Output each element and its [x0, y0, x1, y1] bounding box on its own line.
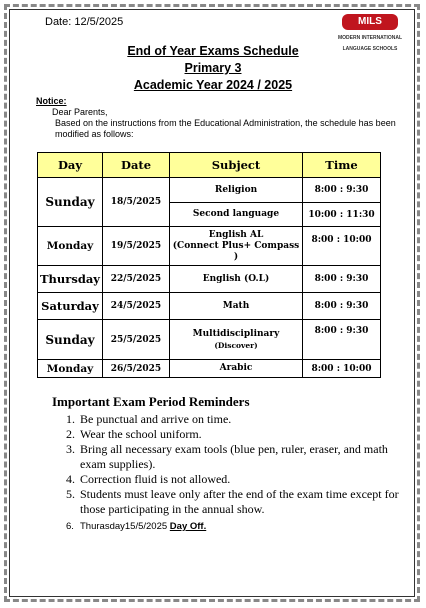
cell-date: 22/5/2025	[103, 266, 170, 293]
cell-subject: Second language	[170, 203, 303, 227]
table-row	[38, 227, 381, 266]
cell-time: 8:00 : 10:00	[303, 360, 381, 378]
table-row	[38, 320, 381, 360]
reminders-title: Important Exam Period Reminders	[52, 394, 250, 409]
doc-year: Academic Year 2024 / 2025	[133, 78, 293, 92]
table-row	[38, 293, 381, 320]
table-row	[38, 360, 381, 378]
cell-time: 10:00 : 11:30	[303, 203, 381, 227]
cell-date: 26/5/2025	[103, 360, 170, 378]
table-row	[38, 266, 381, 293]
doc-title: End of Year Exams Schedule	[127, 44, 299, 58]
dayoff-label: Day Off.	[169, 521, 207, 532]
exam-schedule-table	[37, 152, 381, 378]
cell-day: Sunday	[38, 178, 103, 227]
logo-text: MILS	[342, 14, 398, 30]
cell-subject: Math	[170, 293, 303, 320]
notice-body: Based on the instructions from the Educational Administration, the schedule has been modified as follows:	[55, 118, 396, 139]
doc-grade: Primary 3	[184, 61, 242, 75]
table-row	[38, 178, 381, 203]
cell-subject	[170, 320, 303, 360]
subject-detail: (Discover)	[214, 340, 258, 350]
cell-day: Monday	[38, 360, 103, 378]
cell-subject: Religion	[170, 178, 303, 203]
notice-label: Notice:	[36, 96, 67, 106]
cell-date: 19/5/2025	[103, 227, 170, 266]
cell-day: Thursday	[38, 266, 103, 293]
cell-time: 8:00 : 9:30	[303, 178, 381, 203]
cell-date: 25/5/2025	[103, 320, 170, 360]
cell-day: Saturday	[38, 293, 103, 320]
subject-detail: (Connect Plus+ Compass )	[172, 240, 300, 262]
list-item: 6. Thurasday15/5/2025 Day Off.	[66, 521, 207, 532]
header-time: Time	[303, 153, 381, 178]
reminders-list	[66, 412, 400, 534]
dayoff-date: Thurasday15/5/2025	[80, 521, 170, 532]
header-subject: Subject	[170, 153, 303, 178]
cell-time: 8:00 : 10:00	[303, 227, 381, 266]
cell-subject: Arabic	[170, 360, 303, 378]
cell-date: 24/5/2025	[103, 293, 170, 320]
school-logo	[336, 14, 404, 52]
header-day: Day	[38, 153, 103, 178]
table-header-row	[38, 153, 381, 178]
cell-day: Sunday	[38, 320, 103, 360]
cell-day: Monday	[38, 227, 103, 266]
logo-subtitle: MODERN INTERNATIONAL LANGUAGE SCHOOLS	[337, 35, 403, 52]
notice-greeting: Dear Parents,	[52, 107, 108, 117]
cell-time: 8:00 : 9:30	[303, 266, 381, 293]
cell-time: 8:00 : 9:30	[303, 320, 381, 360]
subject-line: Multidisciplinary	[192, 328, 280, 339]
header-date: Date	[103, 153, 170, 178]
list-item: 4. Correction fluid is not allowed.	[66, 472, 231, 486]
list-item: 1. Be punctual and arrive on time.	[66, 412, 232, 426]
document-date: Date: 12/5/2025	[45, 16, 124, 28]
list-item: 2. Wear the school uniform.	[66, 427, 202, 441]
cell-subject	[170, 227, 303, 266]
subject-line: English AL	[208, 229, 264, 240]
list-item: 5. Students must leave only after the end of the exam time except for those participating in the annual show.	[66, 487, 399, 516]
cell-time: 8:00 : 9:30	[303, 293, 381, 320]
cell-subject: English (O.L)	[170, 266, 303, 293]
cell-date: 18/5/2025	[103, 178, 170, 227]
list-item: 3. Bring all necessary exam tools (blue pen, ruler, eraser, and math exam supplies).	[66, 442, 388, 471]
notice-block	[36, 96, 396, 140]
